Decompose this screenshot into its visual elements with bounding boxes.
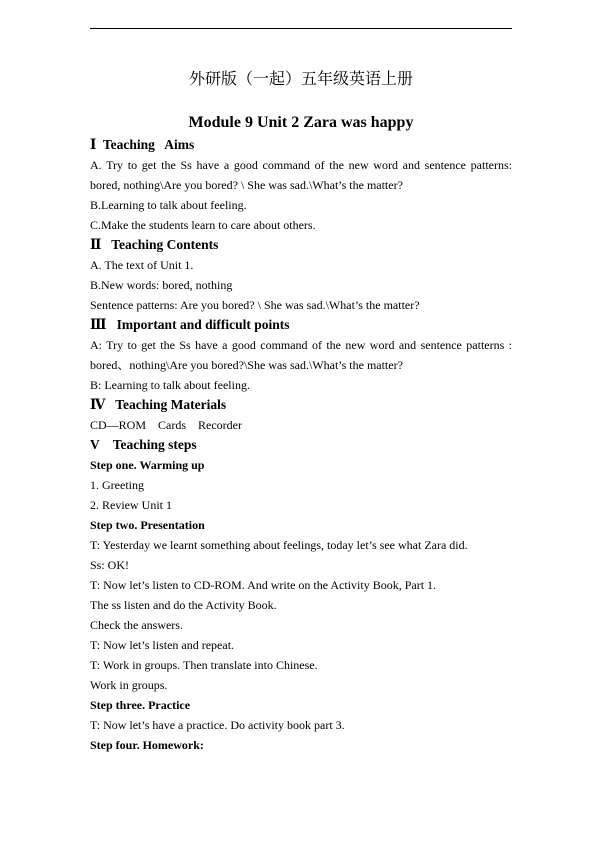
step-line: The ss listen and do the Activity Book.	[90, 598, 277, 612]
step-line: T: Now let’s listen to CD-ROM. And write on the Activity Book, Part 1.	[90, 578, 437, 592]
page-title: Module 9 Unit 2 Zara was happy	[188, 114, 414, 131]
step-line: Work in groups.	[90, 678, 168, 692]
step-line: Check the answers.	[90, 618, 183, 632]
contents-line: Sentence patterns: Are you bored? \ She was sad.\What’s the matter?	[90, 298, 420, 312]
section-heading-steps: V Teaching steps	[90, 437, 197, 452]
step-line: Ss: OK!	[90, 558, 130, 572]
step-title-practice: Step three. Practice	[90, 698, 191, 712]
aims-line: bored, nothing\Are you bored? \ She was sad.\What’s the matter?	[90, 178, 403, 192]
step-title-presentation: Step two. Presentation	[90, 518, 205, 532]
points-line: A: Try to get the Ss have a good command of the new word and sentence patterns :	[90, 338, 512, 352]
step-line: 2. Review Unit 1	[90, 498, 172, 512]
step-title-homework: Step four. Homework:	[90, 738, 204, 752]
step-line: T: Now let’s listen and repeat.	[90, 638, 235, 652]
step-line: T: Work in groups. Then translate into Chinese.	[90, 658, 318, 672]
step-line: T: Yesterday we learnt something about feelings, today let’s see what Zara did.	[90, 538, 468, 552]
aims-line: A. Try to get the Ss have a good command of the new word and sentence patterns:	[90, 158, 512, 172]
section-heading-aims: Ⅰ Teaching Aims	[90, 137, 195, 152]
step-line: T: Now let’s have a practice. Do activity book part 3.	[90, 718, 345, 732]
header-rule	[90, 28, 512, 29]
document-header: 外研版（一起）五年级英语上册	[188, 71, 413, 88]
contents-line: A. The text of Unit 1.	[90, 258, 194, 272]
section-heading-materials: Ⅳ Teaching Materials	[90, 397, 227, 412]
aims-line: C.Make the students learn to care about others.	[90, 218, 316, 232]
document-body	[90, 66, 512, 755]
materials-line: CD—ROM Cards Recorder	[90, 418, 242, 432]
section-heading-points: Ⅲ Important and difficult points	[90, 317, 290, 332]
step-title-warming-up: Step one. Warming up	[90, 458, 205, 472]
step-line: 1. Greeting	[90, 478, 144, 492]
aims-line: B.Learning to talk about feeling.	[90, 198, 247, 212]
points-line: bored、nothing\Are you bored?\She was sad.\What’s the matter?	[90, 358, 403, 372]
section-heading-contents: Ⅱ Teaching Contents	[90, 237, 219, 252]
contents-line: B.New words: bored, nothing	[90, 278, 233, 292]
points-line: B: Learning to talk about feeling.	[90, 378, 250, 392]
